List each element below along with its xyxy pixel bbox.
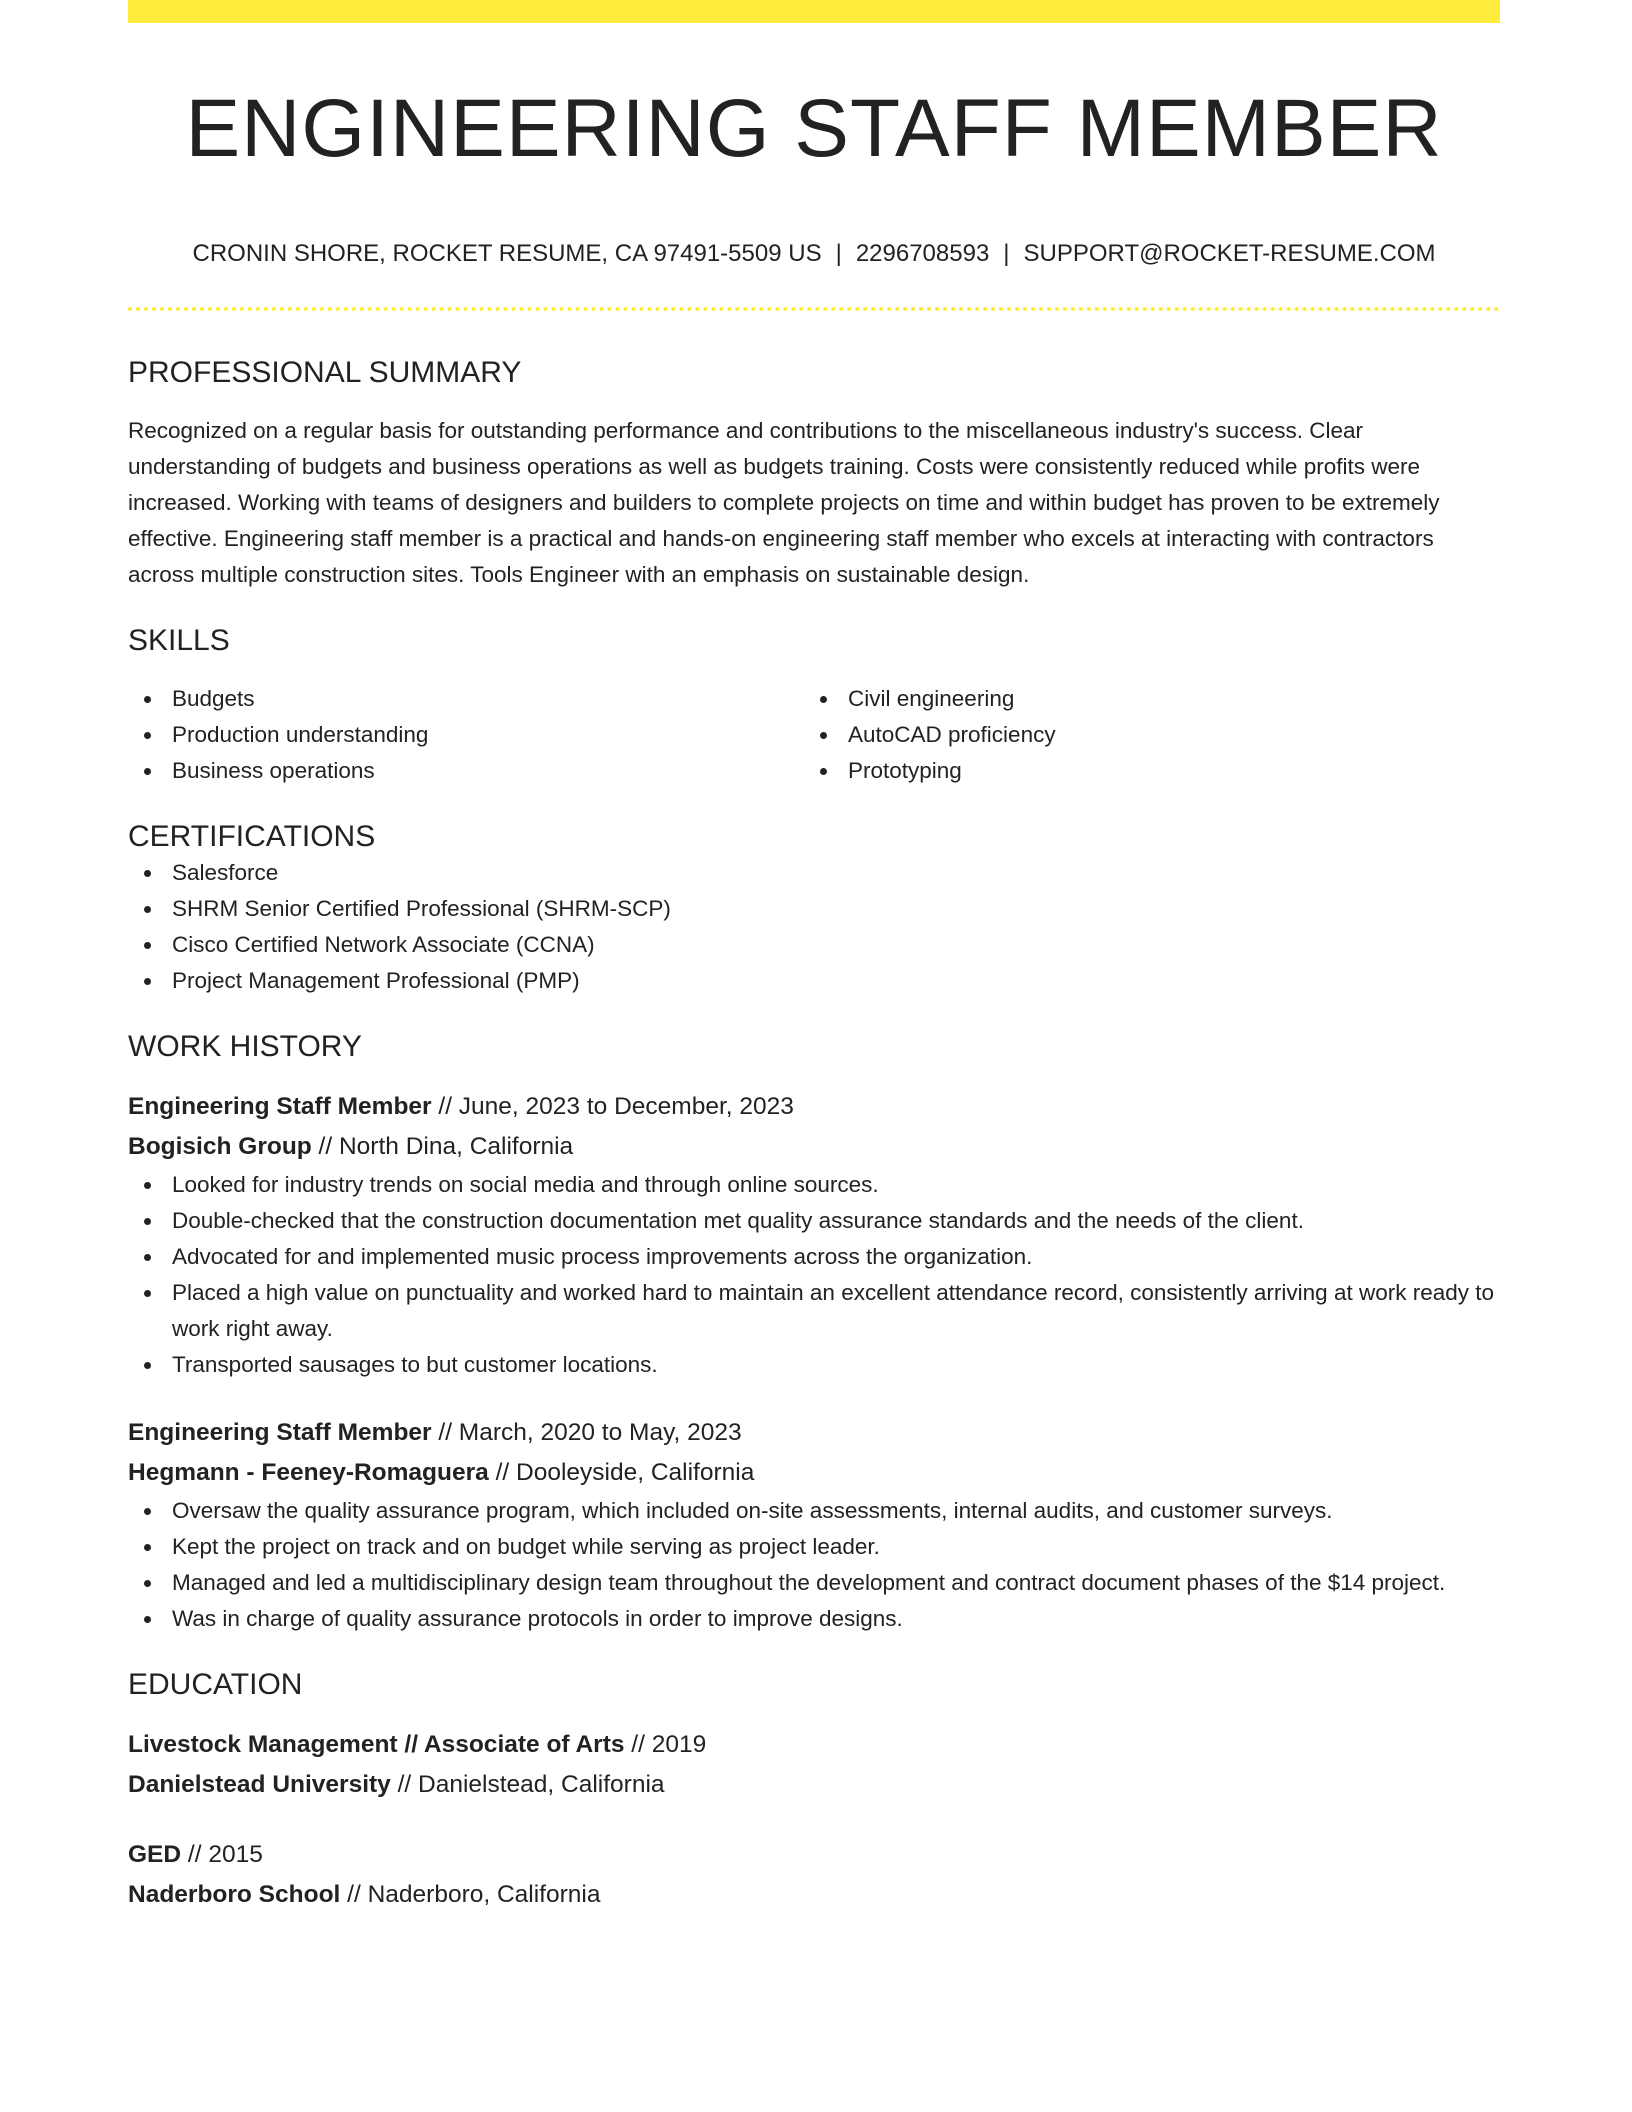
job-entry xyxy=(128,1087,1500,1383)
contact-phone: 2296708593 xyxy=(855,240,990,267)
education-heading: EDUCATION xyxy=(128,1668,303,1701)
job-role: Engineering Staff Member xyxy=(128,1419,432,1446)
certifications-list xyxy=(128,855,1500,999)
job-duty-item: Placed a high value on punctuality and worked hard to maintain an excellent attendance record, consistently arriving at work ready to work right away. xyxy=(128,1275,1500,1347)
job-title-line xyxy=(128,1413,1500,1453)
skill-item: Production understanding xyxy=(128,717,804,753)
contact-line xyxy=(128,239,1500,269)
education-school: Naderboro School xyxy=(128,1881,341,1908)
skills-grid xyxy=(128,681,1500,789)
education-school-line xyxy=(128,1875,1500,1915)
job-duty-item: Double-checked that the construction documentation met quality assurance standards and the needs of the client. xyxy=(128,1203,1500,1239)
job-company: Hegmann - Feeney-Romaguera xyxy=(128,1459,489,1486)
skills-column-right xyxy=(804,681,1480,789)
job-location: // North Dina, California xyxy=(311,1133,574,1160)
job-company: Bogisich Group xyxy=(128,1133,312,1160)
resume-content xyxy=(128,23,1500,1915)
job-duty-item: Managed and led a multidisciplinary design team throughout the development and contract document phases of the $14 project. xyxy=(128,1565,1500,1601)
job-duty-item: Advocated for and implemented music process improvements across the organization. xyxy=(128,1239,1500,1275)
skill-item: Business operations xyxy=(128,753,804,789)
education-school-line xyxy=(128,1765,1500,1805)
summary-heading: PROFESSIONAL SUMMARY xyxy=(128,356,522,389)
contact-address: CRONIN SHORE, ROCKET RESUME, CA 97491-5509 US xyxy=(192,240,822,267)
education-degree: GED xyxy=(128,1841,182,1868)
skill-item: Budgets xyxy=(128,681,804,717)
job-duty-item: Was in charge of quality assurance protocols in order to improve designs. xyxy=(128,1601,1500,1637)
contact-email: SUPPORT@ROCKET-RESUME.COM xyxy=(1023,240,1436,267)
job-dates: // June, 2023 to December, 2023 xyxy=(431,1093,794,1120)
job-company-line xyxy=(128,1453,1500,1493)
contact-separator: | xyxy=(1003,240,1010,267)
job-duty-item: Kept the project on track and on budget while serving as project leader. xyxy=(128,1529,1500,1565)
job-duties-list xyxy=(128,1167,1500,1383)
job-title-line xyxy=(128,1087,1500,1127)
job-company-line xyxy=(128,1127,1500,1167)
job-duty-item: Transported sausages to but customer locations. xyxy=(128,1347,1500,1383)
certification-item: Salesforce xyxy=(128,855,1500,891)
education-degree-line xyxy=(128,1725,1500,1765)
skills-heading: SKILLS xyxy=(128,624,230,657)
candidate-name: ENGINEERING STAFF MEMBER xyxy=(185,83,1443,174)
dotted-divider xyxy=(128,307,1500,311)
certifications-heading: CERTIFICATIONS xyxy=(128,820,376,853)
education-entry xyxy=(128,1835,1500,1915)
skill-item: AutoCAD proficiency xyxy=(804,717,1480,753)
job-role: Engineering Staff Member xyxy=(128,1093,432,1120)
job-duty-item: Looked for industry trends on social media and through online sources. xyxy=(128,1167,1500,1203)
skill-item: Civil engineering xyxy=(804,681,1480,717)
education-school: Danielstead University xyxy=(128,1771,391,1798)
job-duty-item: Oversaw the quality assurance program, which included on-site assessments, internal audits, and customer surveys. xyxy=(128,1493,1500,1529)
job-entry xyxy=(128,1413,1500,1637)
certification-item: Project Management Professional (PMP) xyxy=(128,963,1500,999)
education-year: // 2015 xyxy=(181,1841,263,1868)
education-location: // Naderboro, California xyxy=(340,1881,601,1908)
education-entry xyxy=(128,1725,1500,1805)
job-location: // Dooleyside, California xyxy=(488,1459,755,1486)
summary-text: Recognized on a regular basis for outstanding performance and contributions to the miscellaneous industry's success. Clear understanding of budgets and business operations as well as budgets training. Costs were consistently reduced while profits were increased. Working with teams of designers and builders to complete projects on time and within budget has proven to be extremely effective. Engineering staff member is a practical and hands-on engineering staff member who excels at interacting with contractors across multiple construction sites. Tools Engineer with an emphasis on sustainable design. xyxy=(128,418,1440,587)
work-history-heading: WORK HISTORY xyxy=(128,1030,362,1063)
job-duties-list xyxy=(128,1493,1500,1637)
certification-item: SHRM Senior Certified Professional (SHRM-SCP) xyxy=(128,891,1500,927)
education-location: // Danielstead, California xyxy=(390,1771,665,1798)
contact-separator: | xyxy=(835,240,842,267)
education-degree-line xyxy=(128,1835,1500,1875)
certification-item: Cisco Certified Network Associate (CCNA) xyxy=(128,927,1500,963)
education-year: // 2019 xyxy=(624,1731,707,1758)
skills-column-left xyxy=(128,681,804,789)
education-degree: Livestock Management // Associate of Arts xyxy=(128,1731,625,1758)
accent-top-bar xyxy=(128,0,1500,23)
skill-item: Prototyping xyxy=(804,753,1480,789)
job-dates: // March, 2020 to May, 2023 xyxy=(431,1419,742,1446)
